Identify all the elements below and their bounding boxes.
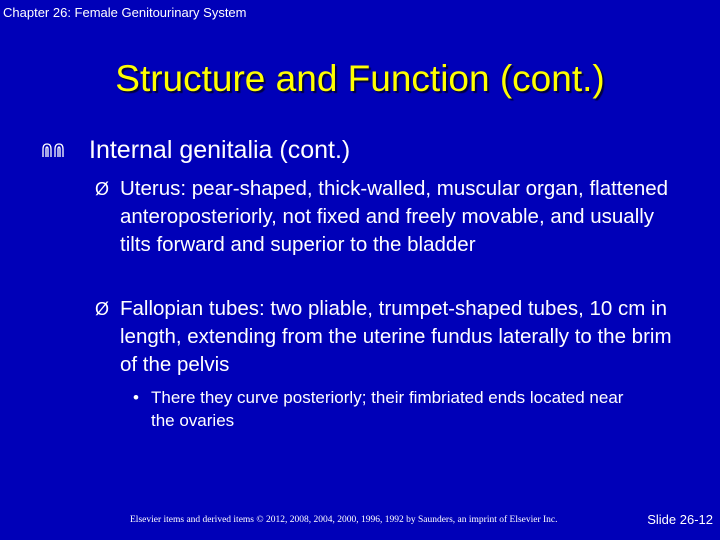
copyright-footer: Elsevier items and derived items © 2012, 2008, 2004, 2000, 1996, 1992 by Saunders, an imprint of Elsevier Inc. — [130, 515, 558, 525]
slide-title: Structure and Function (cont.) — [115, 58, 605, 99]
bullet-fallopian-tubes — [95, 295, 675, 379]
chapter-header: Chapter 26: Female Genitourinary System — [3, 5, 247, 20]
bullet-level1-text: Internal genitalia (cont.) — [89, 136, 351, 164]
slide-number: Slide 26-12 — [647, 512, 713, 527]
bullet-level3 — [133, 386, 633, 432]
bullet-level3-text: There they curve posteriorly; their fimbriated ends located near the ovaries — [151, 388, 624, 430]
dot-bullet-icon: • — [133, 388, 139, 407]
bullet-fallopian-tubes-text: Fallopian tubes: two pliable, trumpet-shaped tubes, 10 cm in length, extending from the uterine fundus laterally to the brim of the pelvis — [120, 297, 672, 376]
bullet-uterus — [95, 175, 675, 259]
arrow-bullet-icon: Ø — [95, 179, 110, 199]
arrow-bullet-icon: Ø — [95, 299, 110, 319]
bullet-uterus-text: Uterus: pear-shaped, thick-walled, muscular organ, flattened anteroposteriorly, not fixed and freely movable, and usually tilts forward and superior to the bladder — [120, 177, 669, 256]
pillar-bullet-icon — [42, 142, 64, 158]
